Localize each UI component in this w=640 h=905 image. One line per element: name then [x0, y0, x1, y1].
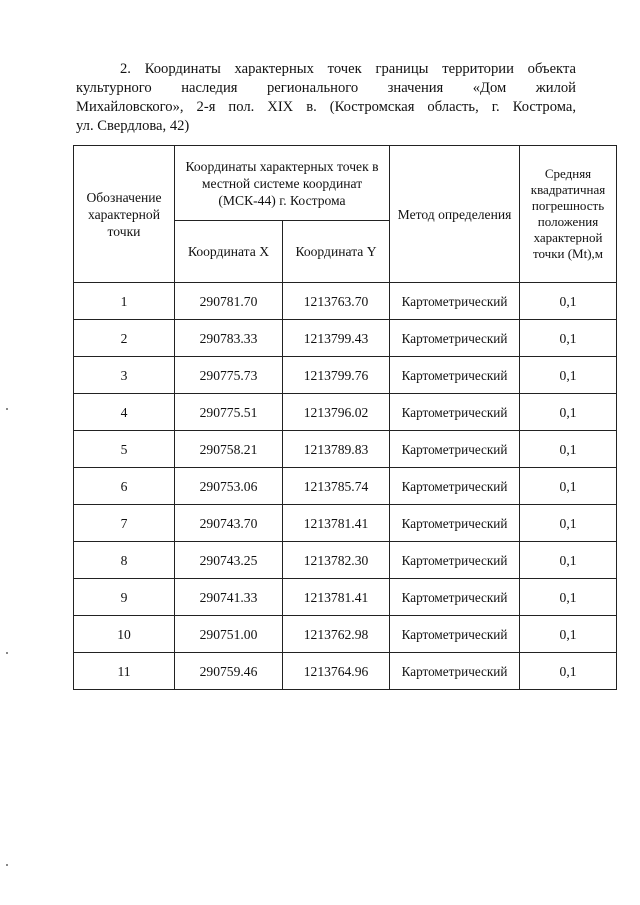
table-row [74, 357, 617, 394]
cell-mt: 0,1 [520, 394, 617, 431]
scan-mark [6, 864, 8, 866]
cell-point: 10 [74, 616, 175, 653]
heading-line-4: ул. Свердлова, 42) [76, 118, 190, 134]
cell-point: 11 [74, 653, 175, 690]
cell-x: 290743.25 [175, 542, 283, 579]
cell-mt: 0,1 [520, 431, 617, 468]
table-row [74, 431, 617, 468]
table-row [74, 653, 617, 690]
cell-mt: 0,1 [520, 616, 617, 653]
cell-y: 1213781.41 [283, 505, 390, 542]
scan-mark [6, 408, 8, 410]
header-y: Координата Y [283, 221, 390, 283]
cell-point: 7 [74, 505, 175, 542]
header-coords-group: Координаты характерных точек в местной системе координат (МСК-44) г. Кострома [175, 146, 390, 221]
cell-point: 1 [74, 283, 175, 320]
cell-x: 290741.33 [175, 579, 283, 616]
cell-x: 290775.51 [175, 394, 283, 431]
cell-x: 290751.00 [175, 616, 283, 653]
cell-point: 8 [74, 542, 175, 579]
cell-x: 290775.73 [175, 357, 283, 394]
cell-point: 2 [74, 320, 175, 357]
cell-x: 290753.06 [175, 468, 283, 505]
cell-point: 5 [74, 431, 175, 468]
cell-point: 9 [74, 579, 175, 616]
document-heading [76, 60, 576, 136]
cell-x: 290759.46 [175, 653, 283, 690]
cell-method: Картометрический [390, 357, 520, 394]
heading-line-2: культурного наследия регионального значения «Дом жилой [76, 80, 576, 96]
cell-y: 1213789.83 [283, 431, 390, 468]
cell-y: 1213782.30 [283, 542, 390, 579]
cell-mt: 0,1 [520, 468, 617, 505]
cell-point: 3 [74, 357, 175, 394]
cell-x: 290758.21 [175, 431, 283, 468]
cell-mt: 0,1 [520, 357, 617, 394]
table-row [74, 579, 617, 616]
cell-y: 1213796.02 [283, 394, 390, 431]
cell-method: Картометрический [390, 579, 520, 616]
header-x: Координата X [175, 221, 283, 283]
cell-method: Картометрический [390, 616, 520, 653]
table-row [74, 394, 617, 431]
table-row [74, 542, 617, 579]
cell-y: 1213764.96 [283, 653, 390, 690]
cell-method: Картометрический [390, 431, 520, 468]
heading-line-1: 2. Координаты характерных точек границы территории объекта [120, 61, 576, 77]
cell-method: Картометрический [390, 320, 520, 357]
table-row [74, 505, 617, 542]
cell-mt: 0,1 [520, 653, 617, 690]
cell-y: 1213762.98 [283, 616, 390, 653]
cell-method: Картометрический [390, 653, 520, 690]
cell-method: Картометрический [390, 542, 520, 579]
header-method: Метод определения [390, 146, 520, 283]
cell-y: 1213799.76 [283, 357, 390, 394]
table-row [74, 468, 617, 505]
cell-y: 1213763.70 [283, 283, 390, 320]
header-point: Обозначение характерной точки [74, 146, 175, 283]
cell-x: 290783.33 [175, 320, 283, 357]
cell-y: 1213781.41 [283, 579, 390, 616]
table-row [74, 320, 617, 357]
cell-method: Картометрический [390, 394, 520, 431]
coordinates-table [73, 145, 617, 690]
cell-x: 290743.70 [175, 505, 283, 542]
header-accuracy: Средняя квадратичная погрешность положения характерной точки (Mt),м [520, 146, 617, 283]
cell-point: 6 [74, 468, 175, 505]
cell-x: 290781.70 [175, 283, 283, 320]
cell-mt: 0,1 [520, 320, 617, 357]
cell-method: Картометрический [390, 505, 520, 542]
cell-y: 1213785.74 [283, 468, 390, 505]
scan-mark [6, 652, 8, 654]
cell-mt: 0,1 [520, 579, 617, 616]
cell-y: 1213799.43 [283, 320, 390, 357]
cell-point: 4 [74, 394, 175, 431]
cell-mt: 0,1 [520, 505, 617, 542]
cell-mt: 0,1 [520, 283, 617, 320]
cell-mt: 0,1 [520, 542, 617, 579]
cell-method: Картометрический [390, 283, 520, 320]
table-row [74, 283, 617, 320]
table-row [74, 616, 617, 653]
heading-line-3: Михайловского», 2-я пол. XIX в. (Костромская область, г. Кострома, [76, 99, 576, 115]
cell-method: Картометрический [390, 468, 520, 505]
